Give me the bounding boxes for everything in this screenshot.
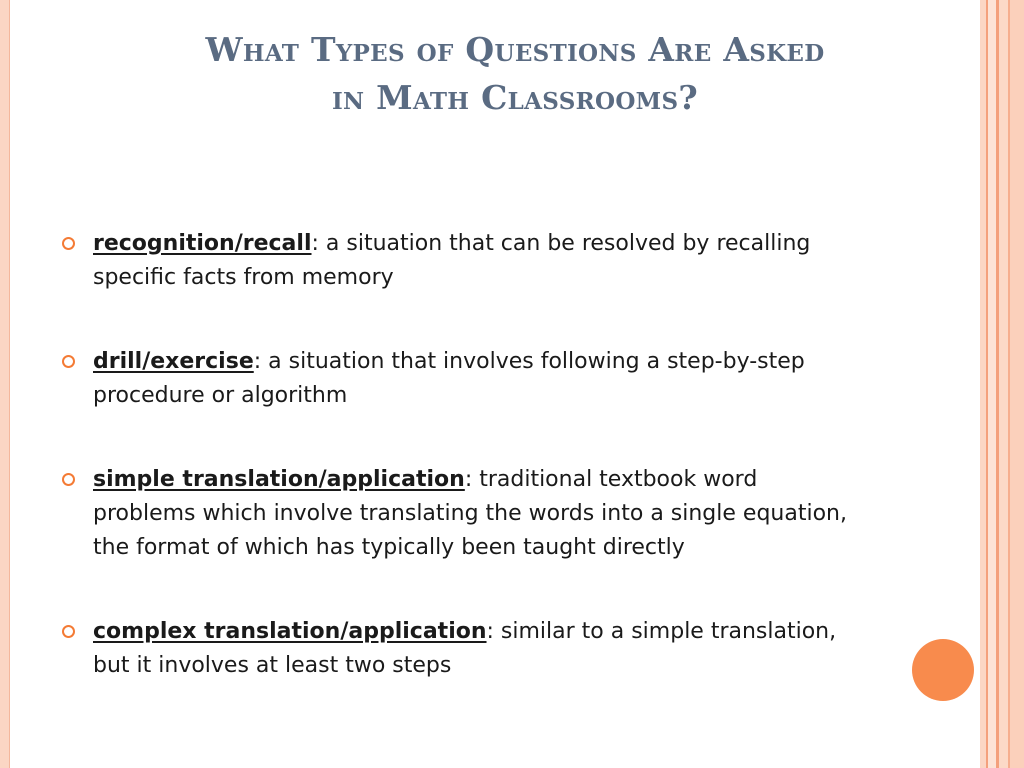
bullet-item-recognition-recall [62, 227, 852, 295]
stripe [988, 0, 996, 768]
left-border-decoration [0, 0, 10, 768]
ring-bullet-icon [62, 237, 75, 250]
ring-bullet-icon [62, 355, 75, 368]
stripe [1010, 0, 1024, 768]
right-stripes-decoration [980, 0, 1024, 768]
bullet-item-complex-translation [62, 615, 852, 683]
stripe [999, 0, 1008, 768]
bullet-text: : a situation that involves following a step-by-step procedure or algorithm [93, 349, 805, 408]
title-line-1: What Types of Questions Are Asked [205, 30, 825, 69]
bullet-text: : traditional textbook word problems which involve translating the words into a single equation, the format of which has typically been taught directly [93, 467, 847, 560]
bullet-text: : a situation that can be resolved by recalling specific facts from memory [93, 231, 811, 290]
bullet-term: simple translation/application [93, 467, 465, 492]
bullet-item-drill-exercise [62, 345, 852, 413]
slide-title [120, 26, 910, 122]
bullet-list [62, 227, 852, 733]
ring-bullet-icon [62, 473, 75, 486]
orange-circle-decoration [912, 639, 974, 701]
bullet-term: recognition/recall [93, 231, 312, 256]
ring-bullet-icon [62, 625, 75, 638]
bullet-term: drill/exercise [93, 349, 254, 374]
bullet-term: complex translation/application [93, 619, 487, 644]
title-line-2: in Math Classrooms? [331, 78, 698, 117]
bullet-text: : similar to a simple translation, but it involves at least two steps [93, 619, 837, 678]
bullet-item-simple-translation [62, 463, 852, 565]
